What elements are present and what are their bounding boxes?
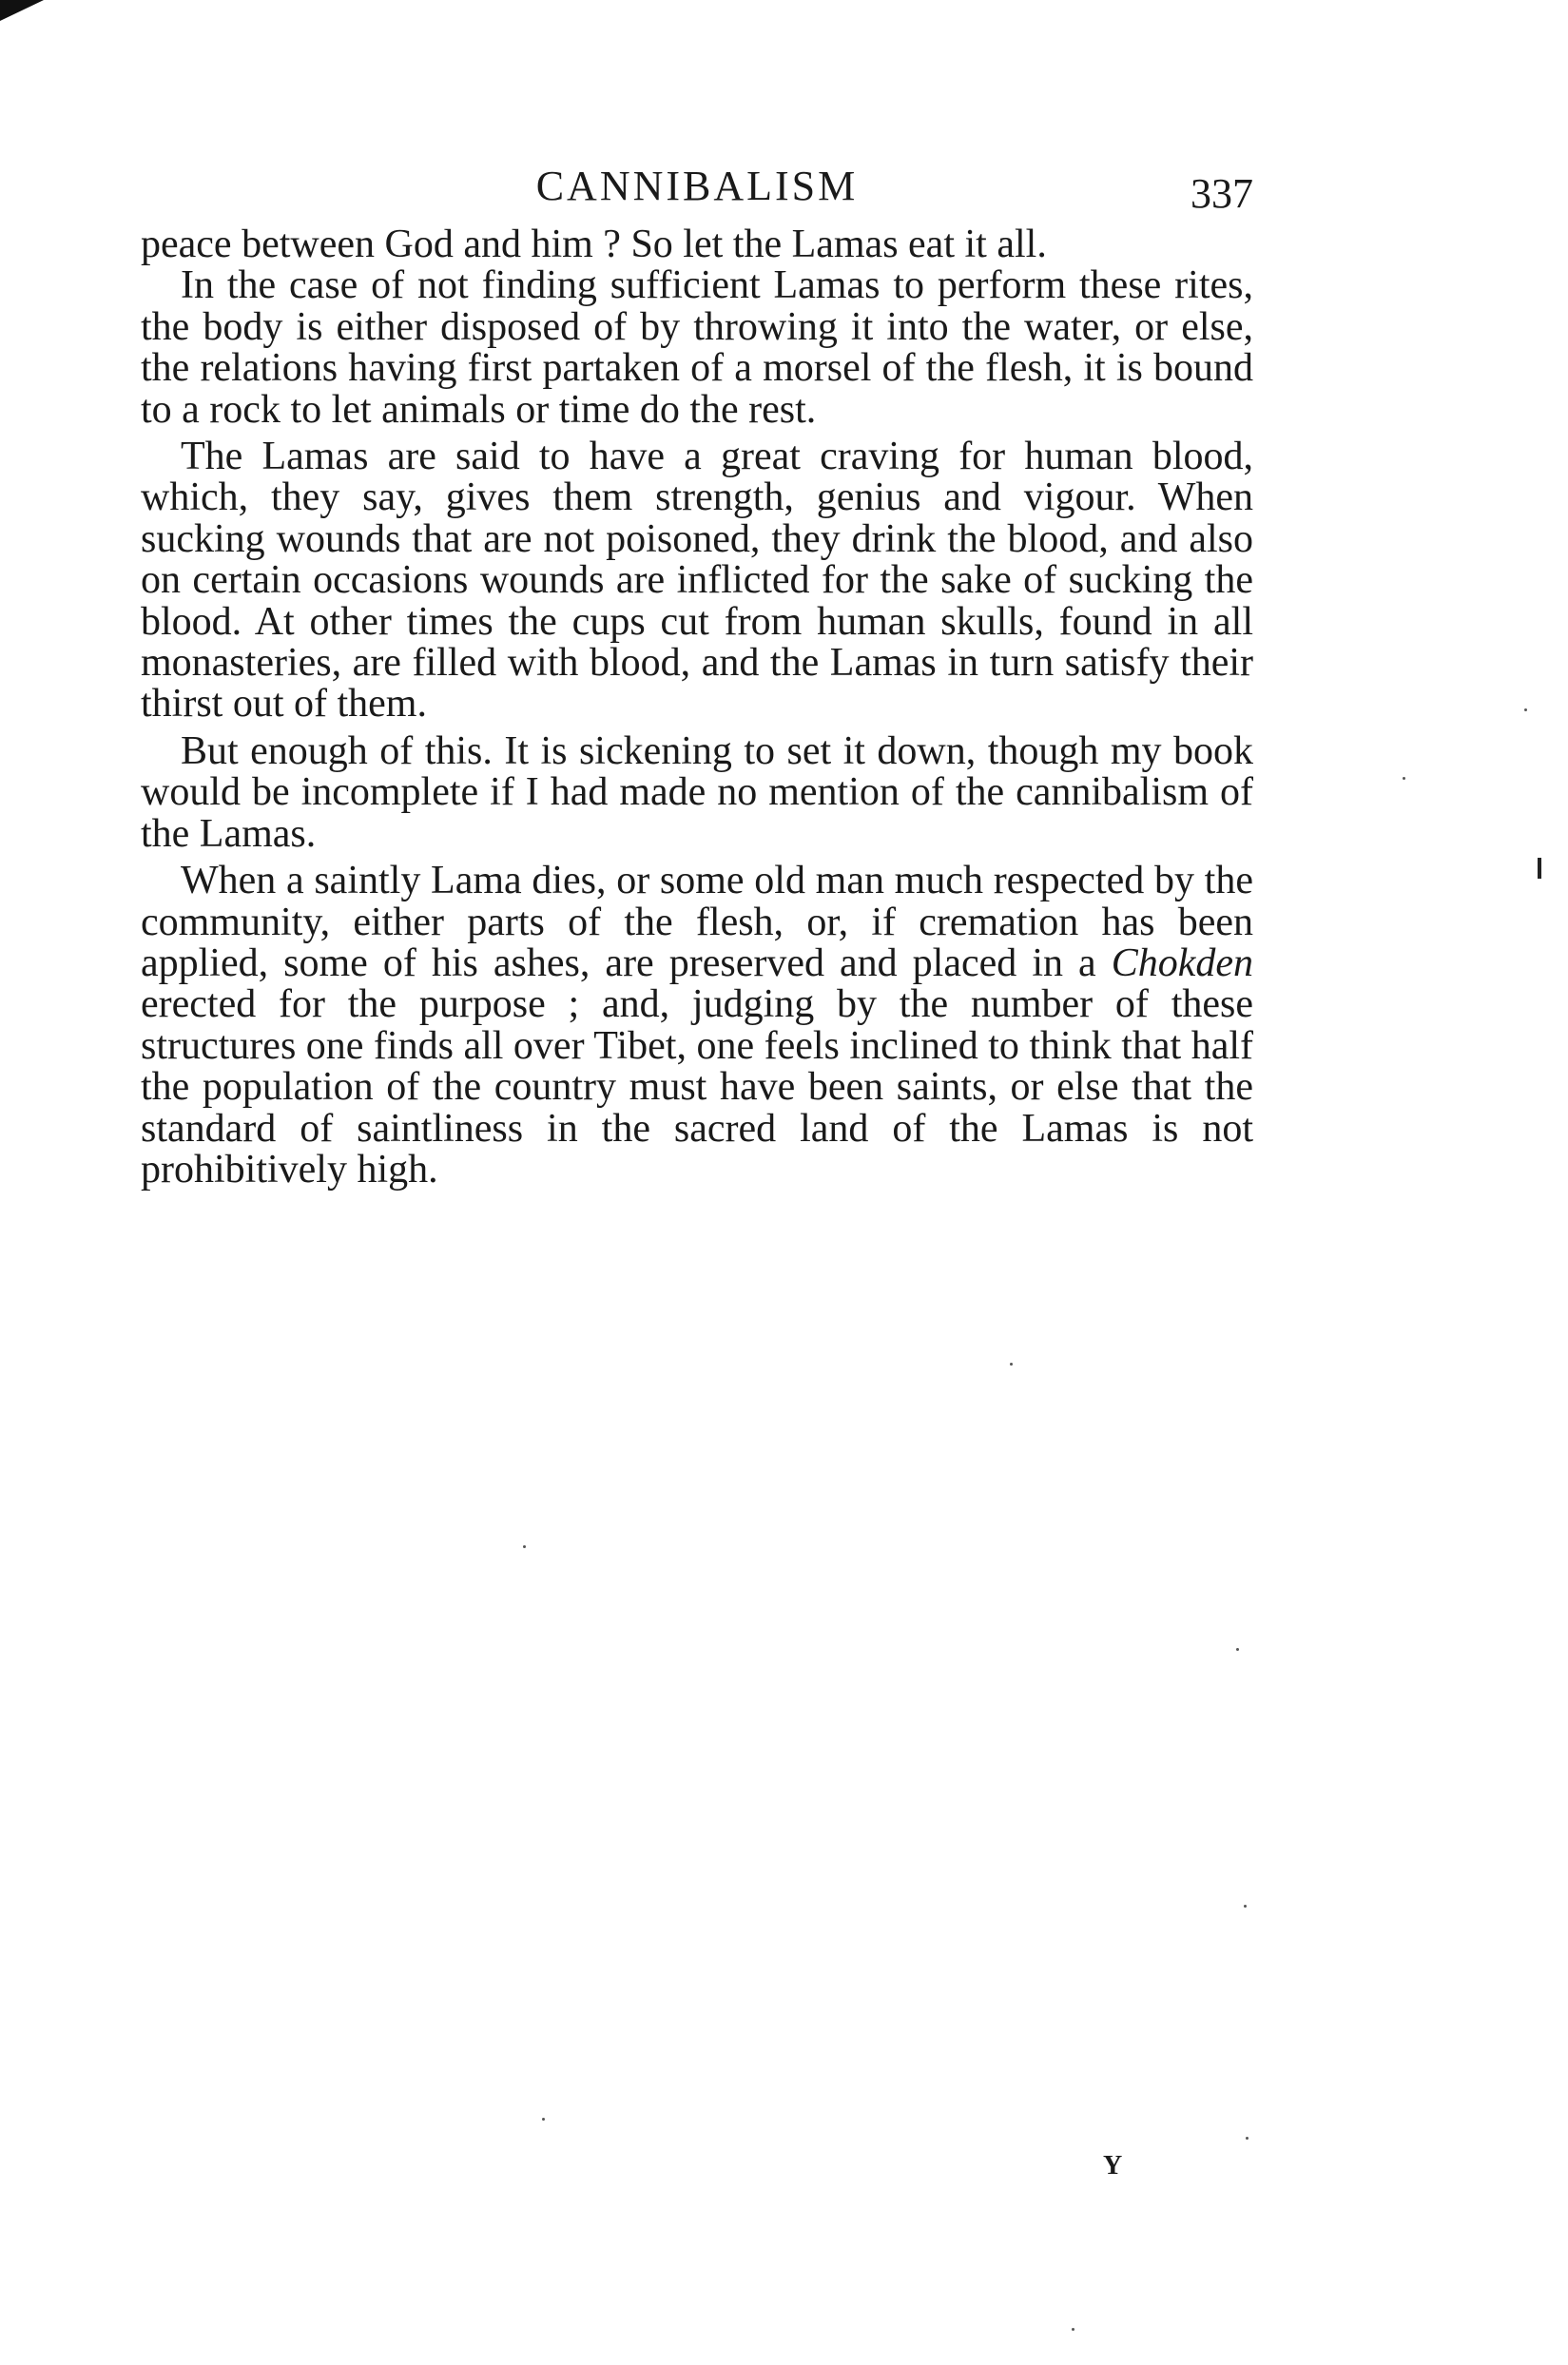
scan-speck <box>1236 1648 1239 1651</box>
scan-speck <box>1246 2137 1249 2140</box>
signature-mark: Y <box>1103 2151 1124 2181</box>
body-text <box>141 224 1253 1191</box>
scan-speck <box>1072 2328 1074 2331</box>
scan-speck <box>1403 777 1405 780</box>
paragraph-rites: In the case of not finding sufficient Lamas to perform these rites, the body is either disposed of by throwing it into the water, or else, the relations having first partaken of a morsel of the flesh, it is bound to a rock to let animals or time do the rest. <box>141 263 1253 432</box>
margin-mark <box>1538 858 1541 879</box>
paragraph-enough: But enough of this. It is sickening to set it down, though my book would be incomplete if I had made no mention of the cannibalism of the Lamas. <box>141 728 1253 856</box>
corner-scan-mark <box>0 0 44 21</box>
paragraph-blood: The Lamas are said to have a great craving for human blood, which, they say, gives them strength, genius and vigour. When sucking wounds that are not poisoned, they drink the blood, and also on certain occasions wounds are inflicted for the sake of sucking the blood. At other times the cups cut from human skulls, found in all monasteries, are filled with blood, and the Lamas in turn satisfy their thirst out of them. <box>141 435 1253 727</box>
scan-speck <box>542 2118 545 2121</box>
page-number: 337 <box>1191 170 1253 217</box>
scan-speck <box>1524 708 1527 711</box>
scan-speck <box>1244 1905 1247 1908</box>
paragraph-saintly-lama <box>141 861 1253 1191</box>
paragraph-continuation: peace between God and him ? So let the Lamas eat it all. <box>141 223 1047 266</box>
running-title: CANNIBALISM <box>535 163 859 209</box>
paragraph-text-after: erected for the purpose ; and, judging by the number of these structures one finds all over Tibet, one feels inclined to think that half the population of the country must have been saints, or else that the standard of saintliness in the sacred land of the Lamas is not prohibitively high. <box>141 982 1253 1192</box>
paragraph-text-before: When a saintly Lama dies, or some old man much respected by the community, either parts of the flesh, or, if cremation has been applied, some of his ashes, are preserved and placed in a <box>141 859 1253 985</box>
scan-speck <box>1010 1363 1013 1366</box>
scan-speck <box>523 1545 526 1548</box>
page-header <box>141 158 1253 215</box>
chokden-term: Chokden <box>1111 940 1253 985</box>
